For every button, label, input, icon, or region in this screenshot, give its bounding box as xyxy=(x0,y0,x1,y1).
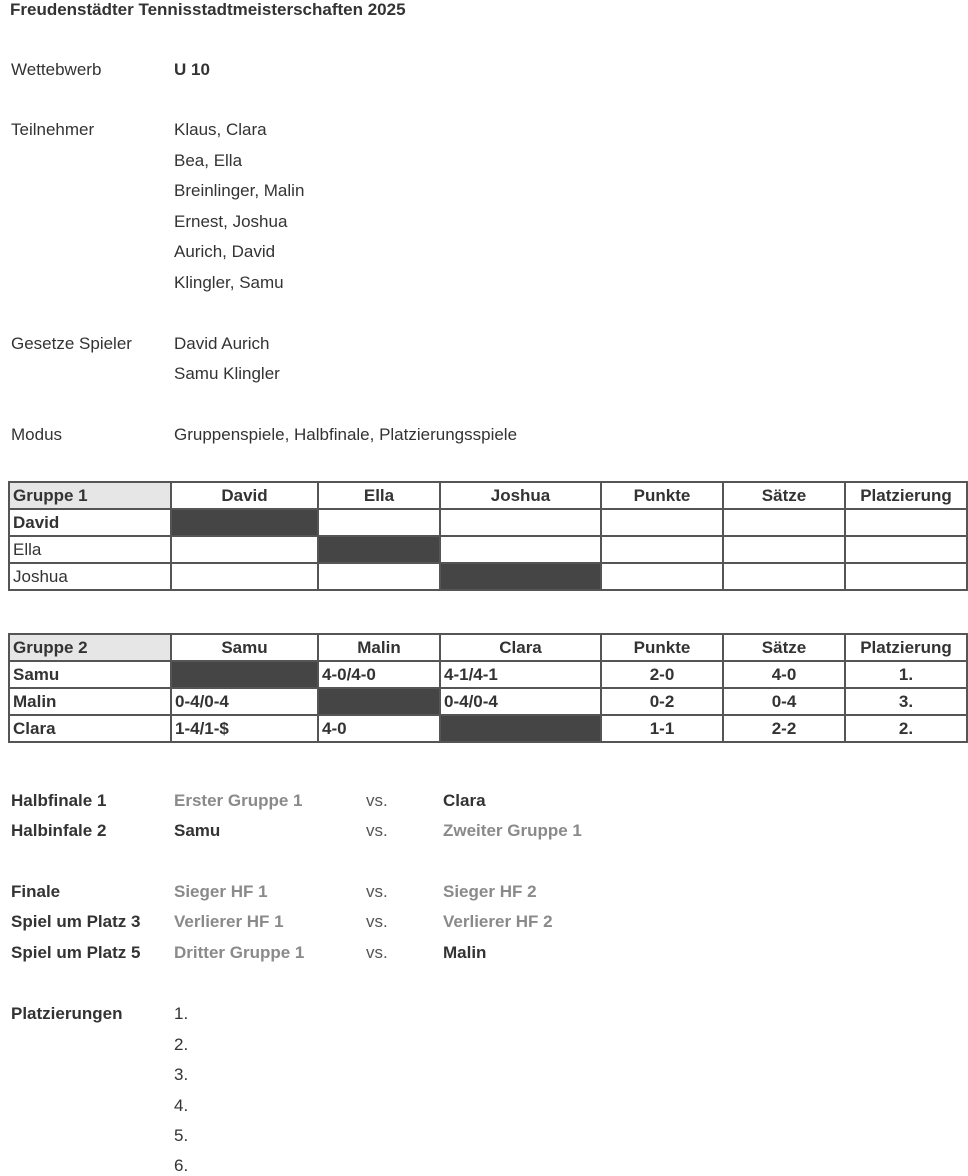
blocked-cell xyxy=(171,509,318,536)
result-cell xyxy=(318,509,440,536)
table-row xyxy=(9,661,967,688)
blocked-cell xyxy=(171,661,318,688)
punkte-cell: 0-2 xyxy=(601,688,723,715)
punkte-cell: 2-0 xyxy=(601,661,723,688)
finale-player-b: Sieger HF 2 xyxy=(443,882,537,901)
table-row xyxy=(9,509,967,536)
table-row xyxy=(9,688,967,715)
platzierung-cell xyxy=(845,536,967,563)
modus-value: Gruppenspiele, Halbfinale, Platzierungsspiele xyxy=(174,425,518,444)
gesetzt-label: Gesetze Spieler xyxy=(11,334,132,353)
platz5-label: Spiel um Platz 5 xyxy=(11,943,141,962)
hf2-player-b: Zweiter Gruppe 1 xyxy=(443,821,582,840)
table-row xyxy=(9,536,967,563)
row-header: Samu xyxy=(9,661,171,688)
result-cell xyxy=(171,563,318,590)
row-header: Malin xyxy=(9,688,171,715)
finale-player-a: Sieger HF 1 xyxy=(174,882,268,901)
vs-text: vs. xyxy=(366,821,388,840)
teilnehmer-item: Bea, Ella xyxy=(174,151,243,170)
row-header: Ella xyxy=(9,536,171,563)
gruppe2-table xyxy=(8,633,968,743)
hf1-player-a: Erster Gruppe 1 xyxy=(174,791,303,810)
platzierung-item: 5. xyxy=(174,1126,189,1145)
blocked-cell xyxy=(318,536,440,563)
result-cell: 0-4/0-4 xyxy=(440,688,601,715)
teilnehmer-item: Klingler, Samu xyxy=(174,273,284,292)
blocked-cell xyxy=(440,563,601,590)
hf1-player-b: Clara xyxy=(443,791,486,810)
row-header: Joshua xyxy=(9,563,171,590)
result-cell xyxy=(318,563,440,590)
gruppe1-table xyxy=(8,481,968,591)
teilnehmer-item: Aurich, David xyxy=(174,242,276,261)
gruppe2-name: Gruppe 2 xyxy=(9,634,171,661)
gruppe1-name: Gruppe 1 xyxy=(9,482,171,509)
column-header: Ella xyxy=(318,482,440,509)
column-header: Platzierung xyxy=(845,482,967,509)
table-header-row xyxy=(9,482,967,509)
result-cell: 4-0/4-0 xyxy=(318,661,440,688)
platz3-label: Spiel um Platz 3 xyxy=(11,912,141,931)
modus-label: Modus xyxy=(11,425,63,444)
column-header: Clara xyxy=(440,634,601,661)
platzierung-cell xyxy=(845,563,967,590)
platzierung-cell: 2. xyxy=(845,715,967,742)
finale-label: Finale xyxy=(11,882,61,901)
result-cell: 0-4/0-4 xyxy=(171,688,318,715)
platzierung-cell: 3. xyxy=(845,688,967,715)
column-header: Platzierung xyxy=(845,634,967,661)
wettbewerb-value: U 10 xyxy=(174,60,210,79)
result-cell: 4-0 xyxy=(318,715,440,742)
hf2-label: Halbinfale 2 xyxy=(11,821,107,840)
column-header: Malin xyxy=(318,634,440,661)
platzierung-cell: 1. xyxy=(845,661,967,688)
teilnehmer-label: Teilnehmer xyxy=(11,120,95,139)
platzierungen-label: Platzierungen xyxy=(11,1004,123,1023)
wettbewerb-label: Wettebwerb xyxy=(11,60,102,79)
vs-text: vs. xyxy=(366,791,388,810)
gesetzt-item: Samu Klingler xyxy=(174,364,280,383)
saetze-cell: 2-2 xyxy=(723,715,845,742)
teilnehmer-item: Breinlinger, Malin xyxy=(174,181,305,200)
column-header: Samu xyxy=(171,634,318,661)
teilnehmer-item: Klaus, Clara xyxy=(174,120,267,139)
blocked-cell xyxy=(440,715,601,742)
column-header: Joshua xyxy=(440,482,601,509)
column-header: Sätze xyxy=(723,482,845,509)
column-header: Sätze xyxy=(723,634,845,661)
saetze-cell: 4-0 xyxy=(723,661,845,688)
platzierung-item: 4. xyxy=(174,1096,189,1115)
saetze-cell xyxy=(723,563,845,590)
result-cell xyxy=(440,509,601,536)
table-header-row xyxy=(9,634,967,661)
vs-text: vs. xyxy=(366,882,388,901)
platz3-player-a: Verlierer HF 1 xyxy=(174,912,284,931)
saetze-cell xyxy=(723,509,845,536)
punkte-cell xyxy=(601,536,723,563)
platz5-player-b: Malin xyxy=(443,943,487,962)
platzierung-item: 6. xyxy=(174,1156,189,1175)
saetze-cell xyxy=(723,536,845,563)
platzierung-cell xyxy=(845,509,967,536)
punkte-cell xyxy=(601,563,723,590)
column-header: David xyxy=(171,482,318,509)
row-header: Clara xyxy=(9,715,171,742)
punkte-cell: 1-1 xyxy=(601,715,723,742)
platzierung-item: 3. xyxy=(174,1065,189,1084)
row-header: David xyxy=(9,509,171,536)
platz3-player-b: Verlierer HF 2 xyxy=(443,912,553,931)
column-header: Punkte xyxy=(601,634,723,661)
page-title: Freudenstädter Tennisstadtmeisterschaften 2025 xyxy=(10,0,406,19)
hf1-label: Halbfinale 1 xyxy=(11,791,107,810)
result-cell: 1-4/1-$ xyxy=(171,715,318,742)
result-cell xyxy=(440,536,601,563)
gesetzt-item: David Aurich xyxy=(174,334,270,353)
platz5-player-a: Dritter Gruppe 1 xyxy=(174,943,305,962)
column-header: Punkte xyxy=(601,482,723,509)
blocked-cell xyxy=(318,688,440,715)
platzierung-item: 1. xyxy=(174,1004,189,1023)
teilnehmer-item: Ernest, Joshua xyxy=(174,212,288,231)
punkte-cell xyxy=(601,509,723,536)
vs-text: vs. xyxy=(366,912,388,931)
saetze-cell: 0-4 xyxy=(723,688,845,715)
table-row xyxy=(9,715,967,742)
table-row xyxy=(9,563,967,590)
platzierung-item: 2. xyxy=(174,1035,189,1054)
result-cell xyxy=(171,536,318,563)
vs-text: vs. xyxy=(366,943,388,962)
hf2-player-a: Samu xyxy=(174,821,221,840)
result-cell: 4-1/4-1 xyxy=(440,661,601,688)
